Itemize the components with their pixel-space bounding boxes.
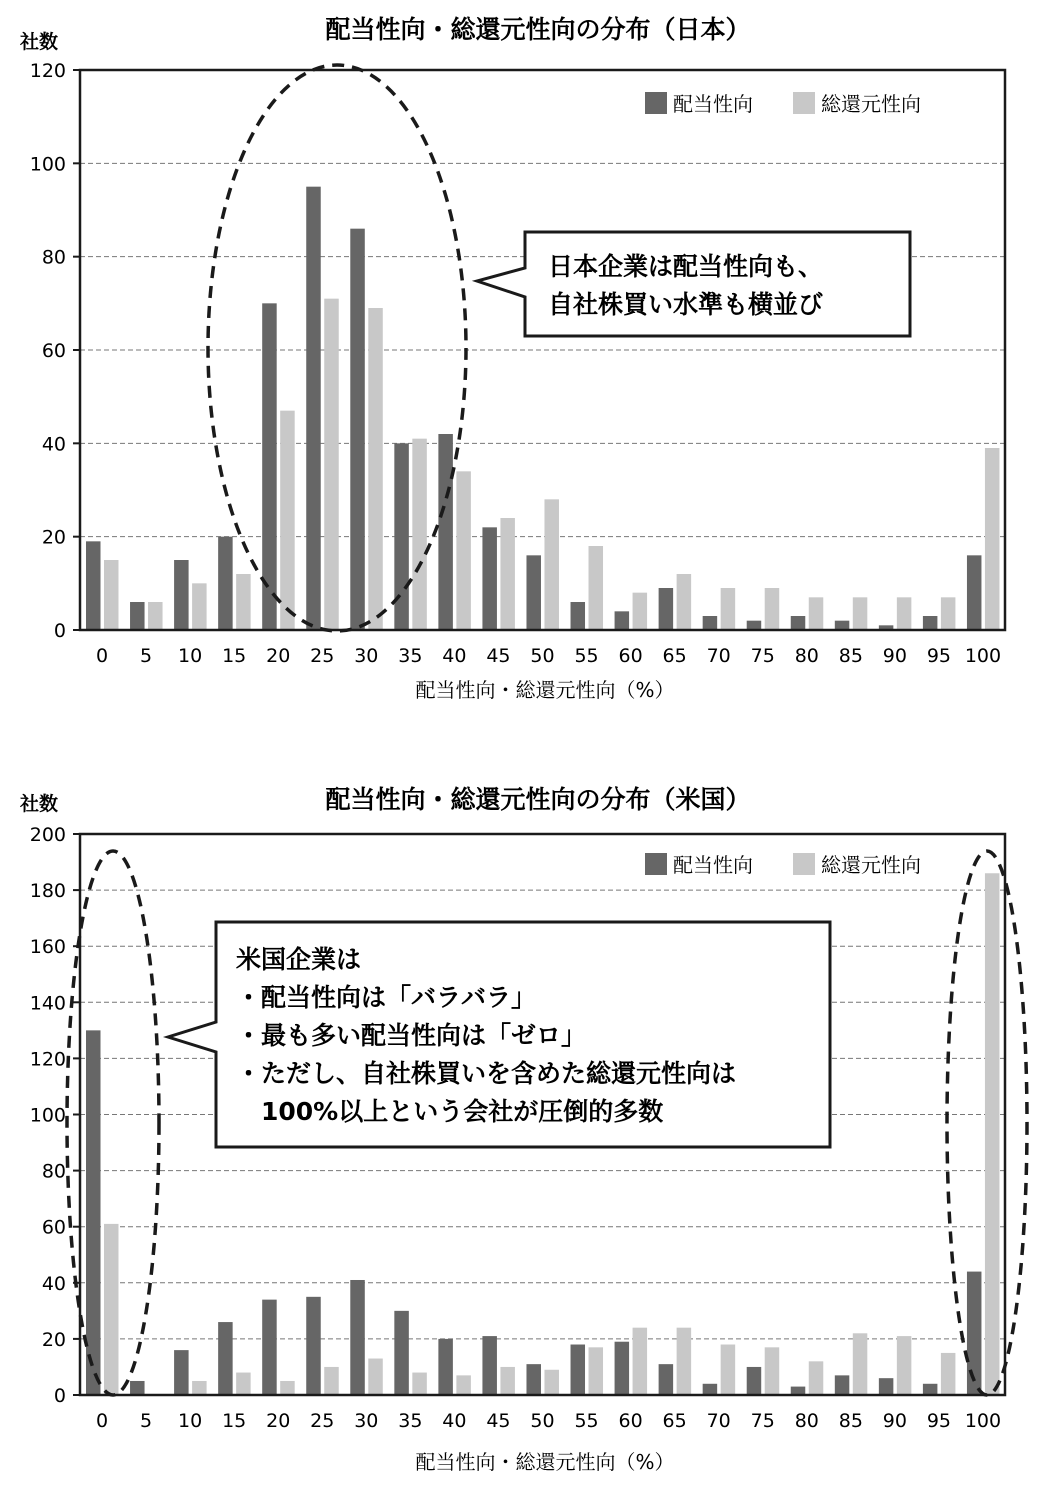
- callout-line-us-5: 100%以上という会社が圧倒的多数: [236, 1097, 664, 1126]
- bar-total-return: [324, 299, 339, 630]
- x-tick-label: 45: [486, 645, 511, 667]
- bar-payout: [659, 588, 674, 630]
- bar-total-return: [677, 1328, 692, 1395]
- x-tick-label: 35: [398, 645, 423, 667]
- bar-total-return: [941, 1353, 956, 1395]
- x-tick-label: 20: [266, 1410, 291, 1432]
- x-tick-label: 5: [140, 645, 153, 667]
- y-tick-label: 120: [29, 1048, 66, 1071]
- x-tick-label: 45: [486, 1410, 511, 1432]
- bar-total-return: [368, 308, 383, 630]
- bar-total-return: [412, 439, 427, 630]
- bar-total-return: [280, 411, 295, 630]
- legend-swatch-total-return-us: [793, 853, 815, 875]
- callout-box-japan: [477, 232, 910, 336]
- bar-payout: [438, 1339, 453, 1395]
- bar-payout: [791, 616, 806, 630]
- bar-total-return: [897, 597, 912, 630]
- y-tick-label: 0: [53, 1385, 66, 1407]
- y-tick-label: 60: [41, 1216, 66, 1239]
- x-tick-label: 65: [662, 645, 687, 667]
- bar-payout: [394, 443, 409, 630]
- legend-label-total-return-japan: 総還元性向: [821, 92, 921, 116]
- bar-total-return: [544, 499, 559, 630]
- y-tick-label: 80: [41, 1160, 66, 1183]
- x-tick-label: 90: [882, 1410, 907, 1432]
- bar-total-return: [809, 1361, 824, 1395]
- bar-payout: [130, 602, 145, 630]
- bar-total-return: [500, 1367, 515, 1395]
- bar-payout: [306, 187, 321, 630]
- bar-total-return: [765, 1347, 780, 1395]
- bar-payout: [306, 1297, 321, 1395]
- bar-payout: [350, 229, 365, 630]
- bar-total-return: [897, 1336, 912, 1395]
- bar-payout: [526, 555, 541, 630]
- callout-line-us-4: ・ただし、自社株買いを含めた総還元性向は: [236, 1059, 737, 1088]
- y-tick-label: 100: [29, 153, 66, 176]
- chart-us: [19, 785, 1027, 1474]
- bar-total-return: [456, 1375, 471, 1395]
- bar-payout: [438, 434, 453, 630]
- bar-payout: [394, 1311, 409, 1395]
- bar-total-return: [192, 1381, 207, 1395]
- bar-payout: [350, 1280, 365, 1395]
- bar-payout: [967, 555, 982, 630]
- x-tick-label: 100: [964, 1410, 1002, 1432]
- bar-total-return: [765, 588, 780, 630]
- legend-label-total-return-us: 総還元性向: [821, 853, 921, 877]
- callout-line-us-2: ・配当性向は「バラバラ」: [236, 983, 537, 1012]
- x-tick-label: 10: [178, 645, 203, 667]
- x-tick-label: 55: [574, 645, 599, 667]
- bar-payout: [747, 1367, 762, 1395]
- x-tick-label: 85: [838, 645, 863, 667]
- x-tick-label: 80: [794, 645, 819, 667]
- y-tick-label: 140: [29, 992, 66, 1015]
- x-tick-label: 15: [222, 645, 247, 667]
- bar-total-return: [677, 574, 692, 630]
- x-tick-label: 75: [750, 645, 775, 667]
- bar-total-return: [985, 448, 1000, 630]
- bar-payout: [703, 1384, 718, 1395]
- legend-swatch-payout-us: [645, 853, 667, 875]
- x-tick-label: 30: [354, 1410, 379, 1432]
- bar-total-return: [280, 1381, 295, 1395]
- y-tick-label: 0: [53, 620, 66, 642]
- bar-payout: [174, 1350, 189, 1395]
- y-tick-label: 80: [41, 246, 66, 269]
- x-tick-label: 100: [964, 645, 1002, 667]
- bar-total-return: [368, 1359, 383, 1395]
- bar-payout: [615, 1342, 630, 1395]
- x-tick-label: 95: [926, 645, 952, 667]
- x-axis-label-us: 配当性向・総還元性向（%）: [415, 1450, 675, 1474]
- x-tick-label: 55: [574, 1410, 599, 1432]
- legend-swatch-payout-japan: [645, 92, 667, 114]
- x-tick-label: 50: [530, 1410, 555, 1432]
- y-tick-label: 20: [41, 526, 66, 549]
- bar-payout: [615, 611, 630, 630]
- x-tick-label: 90: [882, 645, 907, 667]
- bar-payout: [218, 537, 233, 630]
- bar-payout: [130, 1381, 145, 1395]
- x-tick-label: 80: [794, 1410, 819, 1432]
- callout-line-japan-1: 日本企業は配当性向も、: [548, 252, 824, 281]
- y-unit-label-japan: 社数: [20, 31, 59, 53]
- y-tick-label: 200: [29, 824, 66, 846]
- callout-line-us-1: 米国企業は: [236, 945, 362, 974]
- bar-total-return: [633, 1328, 648, 1395]
- bar-total-return: [236, 574, 251, 630]
- x-tick-label: 40: [442, 645, 467, 667]
- bar-payout: [86, 1030, 101, 1395]
- y-tick-label: 160: [29, 936, 66, 959]
- x-tick-label: 70: [706, 1410, 731, 1432]
- bar-payout: [923, 1384, 938, 1395]
- x-tick-label: 10: [178, 1410, 203, 1432]
- bar-total-return: [236, 1373, 251, 1395]
- x-tick-label: 65: [662, 1410, 687, 1432]
- bar-payout: [482, 1336, 497, 1395]
- chart-title-japan: 配当性向・総還元性向の分布（日本）: [325, 15, 751, 44]
- chart-japan: [19, 15, 1005, 702]
- bar-total-return: [853, 1333, 868, 1395]
- x-tick-label: 40: [442, 1410, 467, 1432]
- bar-payout: [835, 1375, 850, 1395]
- bar-total-return: [324, 1367, 339, 1395]
- bar-total-return: [633, 593, 648, 630]
- bar-payout: [835, 621, 850, 630]
- bar-total-return: [589, 1347, 604, 1395]
- bar-payout: [262, 1300, 277, 1395]
- callout-line-japan-2: 自社株買い水準も横並び: [548, 290, 824, 319]
- x-tick-label: 95: [926, 1410, 952, 1432]
- bar-payout: [218, 1322, 233, 1395]
- x-tick-label: 0: [95, 645, 109, 667]
- x-tick-label: 5: [140, 1410, 153, 1432]
- y-tick-label: 20: [41, 1328, 66, 1351]
- bar-payout: [482, 527, 497, 630]
- bar-payout: [659, 1364, 674, 1395]
- bar-total-return: [721, 588, 736, 630]
- x-tick-label: 30: [354, 645, 379, 667]
- bar-total-return: [985, 873, 1000, 1395]
- bar-total-return: [589, 546, 604, 630]
- legend-label-payout-us: 配当性向: [673, 853, 753, 877]
- bar-payout: [571, 602, 586, 630]
- bar-total-return: [456, 471, 471, 630]
- legend-label-payout-japan: 配当性向: [673, 92, 753, 116]
- x-tick-label: 20: [266, 645, 291, 667]
- bar-payout: [791, 1387, 806, 1395]
- bar-total-return: [809, 597, 824, 630]
- bar-total-return: [104, 560, 119, 630]
- bar-payout: [879, 1378, 894, 1395]
- chart-title-us: 配当性向・総還元性向の分布（米国）: [325, 785, 751, 814]
- bar-payout: [571, 1345, 586, 1395]
- y-tick-label: 40: [41, 433, 66, 456]
- bar-payout: [703, 616, 718, 630]
- x-tick-label: 50: [530, 645, 555, 667]
- x-tick-label: 0: [95, 1410, 109, 1432]
- bar-total-return: [721, 1345, 736, 1395]
- bar-total-return: [941, 597, 956, 630]
- bar-total-return: [412, 1373, 427, 1395]
- x-axis-label-japan: 配当性向・総還元性向（%）: [415, 678, 675, 702]
- x-tick-label: 85: [838, 1410, 863, 1432]
- bar-payout: [747, 621, 762, 630]
- x-tick-label: 70: [706, 645, 731, 667]
- y-unit-label-us: 社数: [20, 793, 59, 815]
- x-tick-label: 60: [618, 645, 643, 667]
- x-tick-label: 60: [618, 1410, 643, 1432]
- bar-total-return: [148, 602, 163, 630]
- legend-swatch-total-return-japan: [793, 92, 815, 114]
- x-tick-label: 75: [750, 1410, 775, 1432]
- bar-total-return: [192, 583, 207, 630]
- bar-total-return: [104, 1224, 119, 1395]
- bar-total-return: [500, 518, 515, 630]
- bar-total-return: [544, 1370, 559, 1395]
- y-tick-label: 100: [29, 1104, 66, 1127]
- y-tick-label: 60: [41, 340, 66, 362]
- bar-payout: [86, 541, 101, 630]
- x-tick-label: 25: [310, 645, 335, 667]
- x-tick-label: 35: [398, 1410, 423, 1432]
- y-tick-label: 180: [29, 880, 66, 903]
- bar-total-return: [853, 597, 868, 630]
- callout-line-us-3: ・最も多い配当性向は「ゼロ」: [236, 1021, 587, 1050]
- y-tick-label: 40: [41, 1272, 66, 1295]
- y-tick-label: 120: [29, 60, 66, 82]
- bar-payout: [174, 560, 189, 630]
- bar-payout: [923, 616, 938, 630]
- x-tick-label: 15: [222, 1410, 247, 1432]
- bar-payout: [526, 1364, 541, 1395]
- x-tick-label: 25: [310, 1410, 335, 1432]
